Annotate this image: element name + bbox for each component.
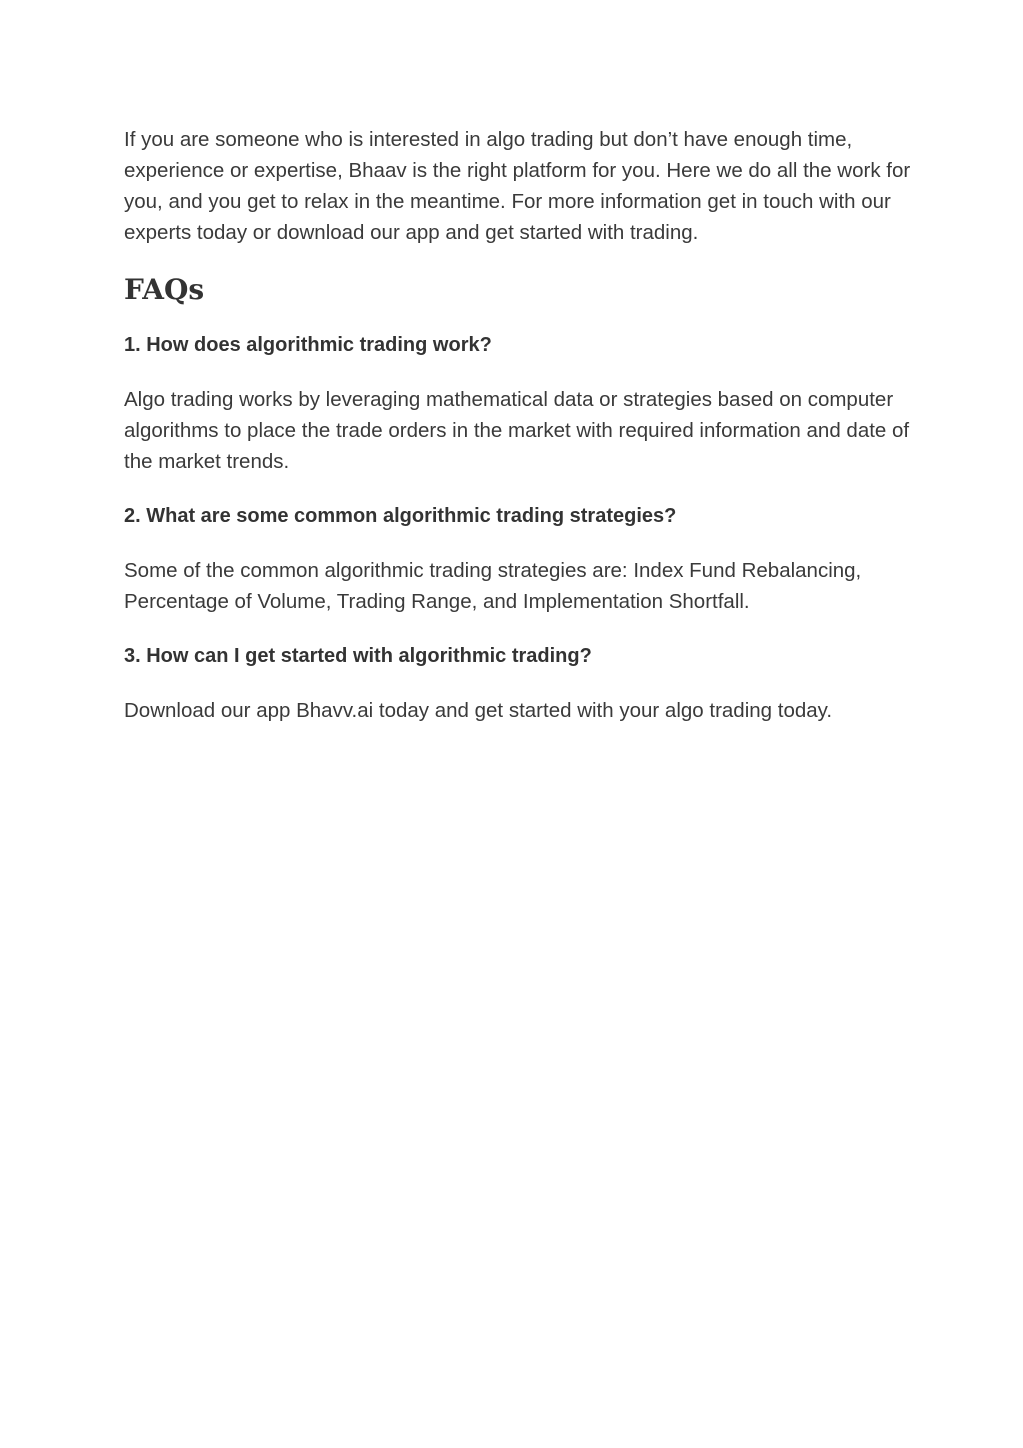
faq-answer: Some of the common algorithmic trading strategies are: Index Fund Rebalancing, Percentage of Volume, Trading Range, and Implementation Shortfall. <box>124 559 862 613</box>
faq-heading: FAQs <box>124 273 205 306</box>
faq-question: 1. How does algorithmic trading work? <box>124 334 492 356</box>
faq-answer: Download our app Bhavv.ai today and get started with your algo trading today. <box>124 699 833 722</box>
faq-question: 2. What are some common algorithmic trading strategies? <box>124 505 677 527</box>
faq-item <box>124 330 914 477</box>
faq-item <box>124 641 914 726</box>
intro-paragraph: If you are someone who is interested in algo trading but don’t have enough time, experience or expertise, Bhaav is the right platform for you. Here we do all the work for you, and you get to relax in the meantime. For more information get in touch with our experts today or download our app and get started with trading. <box>124 128 911 244</box>
faq-item <box>124 501 914 617</box>
faq-answer: Algo trading works by leveraging mathematical data or strategies based on computer algorithms to place the trade orders in the market with required information and date of the market trends. <box>124 388 910 473</box>
document-page <box>124 124 914 750</box>
faq-question: 3. How can I get started with algorithmic trading? <box>124 645 592 667</box>
